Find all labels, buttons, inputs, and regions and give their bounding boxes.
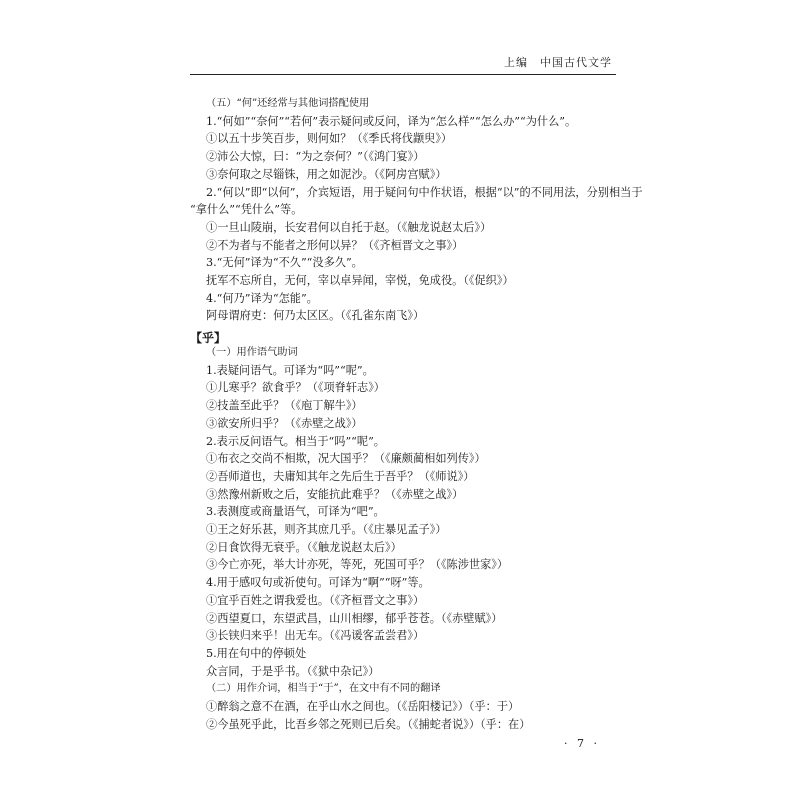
running-header-text: 上编 中国古代文学 <box>504 56 612 69</box>
text-line: （一）用作语气助词 <box>206 347 298 358</box>
text-line: ①宜乎百姓之谓我爱也。（《齐桓晋文之事》） <box>206 593 425 607</box>
text-line: ②沛公大惊，曰：“为之奈何？”（《鸿门宴》） <box>206 150 425 164</box>
text-line: ①以五十步笑百步，则何如？（《季氏将伐颛臾》） <box>206 132 453 146</box>
entry-heading-hu: 【乎】 <box>190 331 227 345</box>
text-line: ③长铗归来乎！出无车。（《冯谖客孟尝君》） <box>206 629 425 643</box>
text-line: ③今亡亦死，举大计亦死，等死，死国可乎？（《陈涉世家》） <box>206 558 509 572</box>
text-line: ②技盖至此乎？（《庖丁解牛》） <box>206 399 363 413</box>
text-line: 阿母谓府吏：何乃太区区。（《孔雀东南飞》） <box>206 309 425 323</box>
text-line: ①布衣之交尚不相欺，况大国乎？（《廉颇蔺相如列传》） <box>206 452 486 466</box>
text-line: 4.“何乃”译为“怎能”。 <box>206 291 318 305</box>
text-line: 抚军不忘所自，无何，宰以卓异闻，宰悦，免成役。（《促织》） <box>206 274 514 287</box>
text-line: ②今虽死乎此，比吾乡邻之死则已后矣。（《捕蛇者说》）（乎：在） <box>206 717 531 731</box>
text-line: ③奈何取之尽锱铢，用之如泥沙。（《阿房宫赋》） <box>206 167 447 181</box>
text-line: 2.“何以”即“以何”，介宾短语，用于疑问句中作状语，根据“以”的不同用法，分别相当于 <box>206 185 643 199</box>
text-line: ①醉翁之意不在酒，在乎山水之间也。（《岳阳楼记》）（乎：于） <box>206 700 520 713</box>
page-number: · 7 · <box>564 737 600 750</box>
text-line: ②日食饮得无衰乎。（《触龙说赵太后》） <box>206 540 402 554</box>
text-line: 众言同，于是乎书。（《狱中杂记》） <box>206 664 380 678</box>
text-line: 1.“何如”“奈何”“若何”表示疑问或反问，译为“怎么样”“怎么办”“为什么”。 <box>206 114 577 128</box>
text-line: 3.表测度或商量语气，可译为“吧”。 <box>206 505 385 519</box>
text-line: 5.用在句中的停顿处 <box>206 646 307 660</box>
text-line: ③然豫州新败之后，安能抗此难乎？（《赤壁之战》） <box>206 487 464 501</box>
text-line: ①一旦山陵崩，长安君何以自托于赵。（《触龙说赵太后》） <box>206 220 492 234</box>
text-line: ①王之好乐甚，则齐其庶几乎。（《庄暴见孟子》） <box>206 523 447 536</box>
text-line: ③欲安所归乎？（《赤壁之战》） <box>206 416 363 430</box>
text-line: 1.表疑问语气。可译为“吗”“呢”。 <box>206 363 374 377</box>
text-line: （二）用作介词，相当于“于”，在文中有不同的翻译 <box>206 683 441 695</box>
text-line: ①儿寒乎？欲食乎？（《项脊轩志》） <box>206 381 385 395</box>
text-line: 4.用于感叹句或祈使句。可译为“啊”“呀”等。 <box>206 576 430 590</box>
text-line: ②吾师道也，夫庸知其年之先后生于吾乎？（《师说》） <box>206 469 475 483</box>
running-header <box>190 50 616 75</box>
text-line: ②西望夏口，东望武昌，山川相缪，郁乎苍苍。（《赤壁赋》） <box>206 611 503 625</box>
text-line: “拿什么”“凭什么”等。 <box>190 203 303 217</box>
text-line: 3.“无何”译为“不久”“没多久”。 <box>206 256 363 270</box>
text-line: 2.表示反问语气。相当于“吗”“呢”。 <box>206 434 385 448</box>
text-line: （五）“何”还经常与其他词搭配使用 <box>206 98 370 109</box>
text-line: ②不为者与不能者之形何以异？（《齐桓晋文之事》） <box>206 238 464 252</box>
